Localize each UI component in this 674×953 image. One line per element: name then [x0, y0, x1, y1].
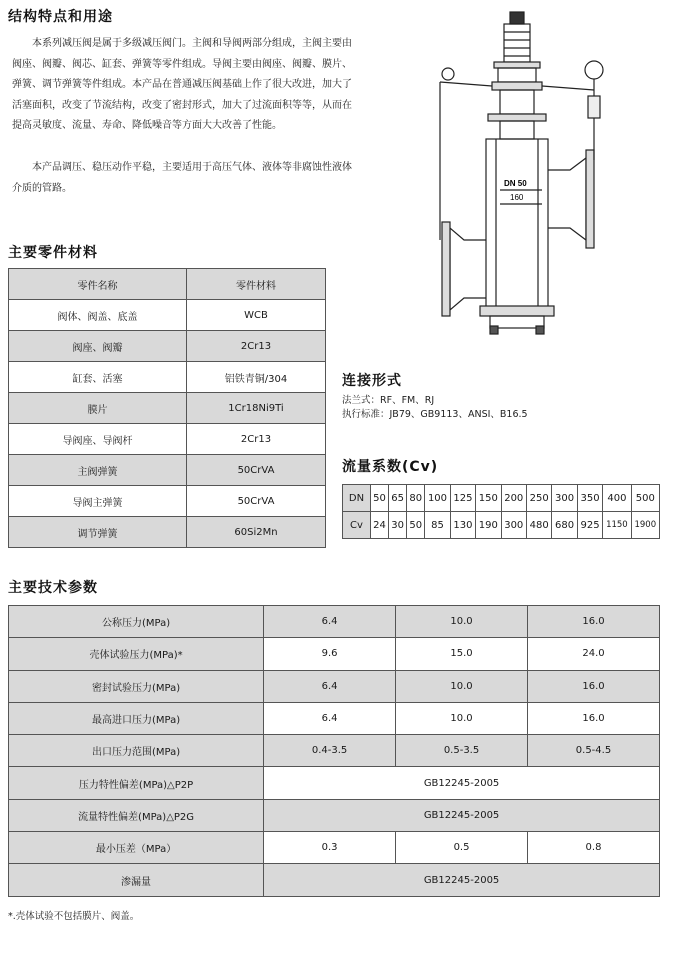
tech-label: 压力特性偏差(MPa)△P2P [9, 767, 264, 799]
part-name: 缸套、活塞 [9, 362, 187, 393]
table-row [9, 300, 326, 331]
tech-value: 10.0 [396, 702, 528, 734]
structure-title: 结构特点和用途 [8, 9, 113, 25]
tech-label: 出口压力范围(MPa) [9, 735, 264, 767]
connection-title: 连接形式 [342, 373, 402, 389]
flow-dn-value: 400 [603, 485, 631, 512]
tech-label: 公称压力(MPa) [9, 606, 264, 638]
table-row [9, 799, 660, 831]
flow-dn-value: 500 [631, 485, 659, 512]
table-row [9, 424, 326, 455]
part-name: 导阀座、导阀杆 [9, 424, 187, 455]
part-name: 导阀主弹簧 [9, 486, 187, 517]
flow-table [342, 484, 660, 539]
flow-cv-value: 190 [476, 512, 501, 539]
handwheel-left [442, 68, 454, 80]
table-row [9, 393, 326, 424]
flow-cv-value: 300 [501, 512, 526, 539]
flow-cv-value: 50 [407, 512, 425, 539]
inlet-pipe [450, 228, 486, 310]
tech-value: 16.0 [528, 606, 660, 638]
tech-value: GB12245-2005 [264, 864, 660, 896]
flow-cv-label: Cv [343, 512, 371, 539]
flow-cv-value: 1900 [631, 512, 659, 539]
tech-value: 0.5-4.5 [528, 735, 660, 767]
flow-cv-value: 925 [577, 512, 602, 539]
tech-label: 最小压差（MPa） [9, 832, 264, 864]
tech-value: GB12245-2005 [264, 799, 660, 831]
part-name: 阀座、阀瓣 [9, 331, 187, 362]
table-row [9, 362, 326, 393]
materials-title: 主要零件材料 [8, 245, 98, 261]
inlet-flange [442, 222, 450, 316]
connection-standard: 执行标准：JB79、GB9113、ANSI、B16.5 [342, 409, 528, 420]
table-row [9, 517, 326, 548]
tech-value: 15.0 [396, 638, 528, 670]
intro-paragraph-1: 本系列减压阀是属于多级减压阀门。主阀和导阀两部分组成，主阀主要由阀座、阀瓣、阀芯、缸套、弹簧等零件组成。导阀主要由阀座、阀瓣、膜片、弹簧、调节弹簧等件组成。本产品在普通减压阀基础上作了很大改进，加大了活塞面积，改变了节流结构，改变了密封形式，加大了过流面积等等，从而在提高灵敏度、流量、寿命、降低噪音等方面大大改善了性能。 [12, 38, 352, 131]
part-name: 调节弹簧 [9, 517, 187, 548]
tech-value: 6.4 [264, 670, 396, 702]
outlet-flange [586, 150, 594, 248]
table-row [9, 606, 660, 638]
tech-value: 24.0 [528, 638, 660, 670]
flow-title: 流量系数(Cv) [342, 459, 439, 475]
flow-cv-value: 680 [552, 512, 577, 539]
dn-label: DN 50 [504, 179, 527, 188]
tech-label: 密封试验压力(MPa) [9, 670, 264, 702]
materials-table [8, 268, 326, 548]
tech-value: 0.3 [264, 832, 396, 864]
flow-cv-value: 24 [371, 512, 389, 539]
tech-value: 0.5-3.5 [396, 735, 528, 767]
flow-dn-row [343, 485, 660, 512]
flow-cv-row [343, 512, 660, 539]
part-material: 1Cr18Ni9Ti [187, 393, 326, 424]
flow-dn-value: 125 [450, 485, 475, 512]
outlet-pipe [548, 158, 586, 240]
flow-dn-value: 65 [389, 485, 407, 512]
footnote: *.壳体试验不包括膜片、阀盖。 [8, 911, 140, 922]
part-material: 2Cr13 [187, 331, 326, 362]
tech-value: 16.0 [528, 702, 660, 734]
table-row [9, 670, 660, 702]
pressure-gauge-icon [585, 61, 603, 79]
tech-value: 9.6 [264, 638, 396, 670]
tech-label: 流量特性偏差(MPa)△P2G [9, 799, 264, 831]
part-name: 膜片 [9, 393, 187, 424]
tech-value: 0.5 [396, 832, 528, 864]
tech-label: 渗漏量 [9, 864, 264, 896]
tech-title: 主要技术参数 [8, 580, 98, 596]
flow-dn-label: DN [343, 485, 371, 512]
tech-value: 0.8 [528, 832, 660, 864]
table-row [9, 767, 660, 799]
table-row [9, 331, 326, 362]
table-row [9, 832, 660, 864]
part-material: 50CrVA [187, 486, 326, 517]
flow-cv-value: 480 [526, 512, 551, 539]
flow-dn-value: 150 [476, 485, 501, 512]
flow-cv-value: 130 [450, 512, 475, 539]
tech-value: 10.0 [396, 670, 528, 702]
table-row [9, 486, 326, 517]
tech-value: GB12245-2005 [264, 767, 660, 799]
table-row [9, 702, 660, 734]
size-label: 160 [510, 193, 524, 202]
part-material: 60Si2Mn [187, 517, 326, 548]
part-material: WCB [187, 300, 326, 331]
part-name: 阀体、阀盖、底盖 [9, 300, 187, 331]
part-material: 50CrVA [187, 455, 326, 486]
tech-value: 6.4 [264, 702, 396, 734]
tech-value: 6.4 [264, 606, 396, 638]
tech-table [8, 605, 660, 897]
tech-label: 最高进口压力(MPa) [9, 702, 264, 734]
header-part-material: 零件材料 [187, 269, 326, 300]
tech-label: 壳体试验压力(MPa)* [9, 638, 264, 670]
table-row [9, 864, 660, 896]
table-row [9, 455, 326, 486]
tech-value: 10.0 [396, 606, 528, 638]
intro-paragraph-2: 本产品调压、稳压动作平稳，主要适用于高压气体、液体等非腐蚀性液体介质的管路。 [12, 162, 352, 194]
flow-dn-value: 300 [552, 485, 577, 512]
part-material: 铝铁青铜/304 [187, 362, 326, 393]
main-body [486, 139, 548, 313]
part-name: 主阀弹簧 [9, 455, 187, 486]
table-row [9, 638, 660, 670]
tech-value: 16.0 [528, 670, 660, 702]
adjust-cap [510, 12, 524, 24]
flow-cv-value: 1150 [603, 512, 631, 539]
flow-dn-value: 200 [501, 485, 526, 512]
tech-value: 0.4-3.5 [264, 735, 396, 767]
flow-dn-value: 250 [526, 485, 551, 512]
flow-dn-value: 50 [371, 485, 389, 512]
flow-cv-value: 85 [425, 512, 450, 539]
table-header-row [9, 269, 326, 300]
table-row [9, 735, 660, 767]
connection-flange: 法兰式：RF、FM、RJ [342, 395, 435, 406]
flow-dn-value: 350 [577, 485, 602, 512]
flow-dn-value: 80 [407, 485, 425, 512]
flow-cv-value: 30 [389, 512, 407, 539]
valve-diagram [420, 10, 660, 335]
header-part-name: 零件名称 [9, 269, 187, 300]
flow-dn-value: 100 [425, 485, 450, 512]
part-material: 2Cr13 [187, 424, 326, 455]
